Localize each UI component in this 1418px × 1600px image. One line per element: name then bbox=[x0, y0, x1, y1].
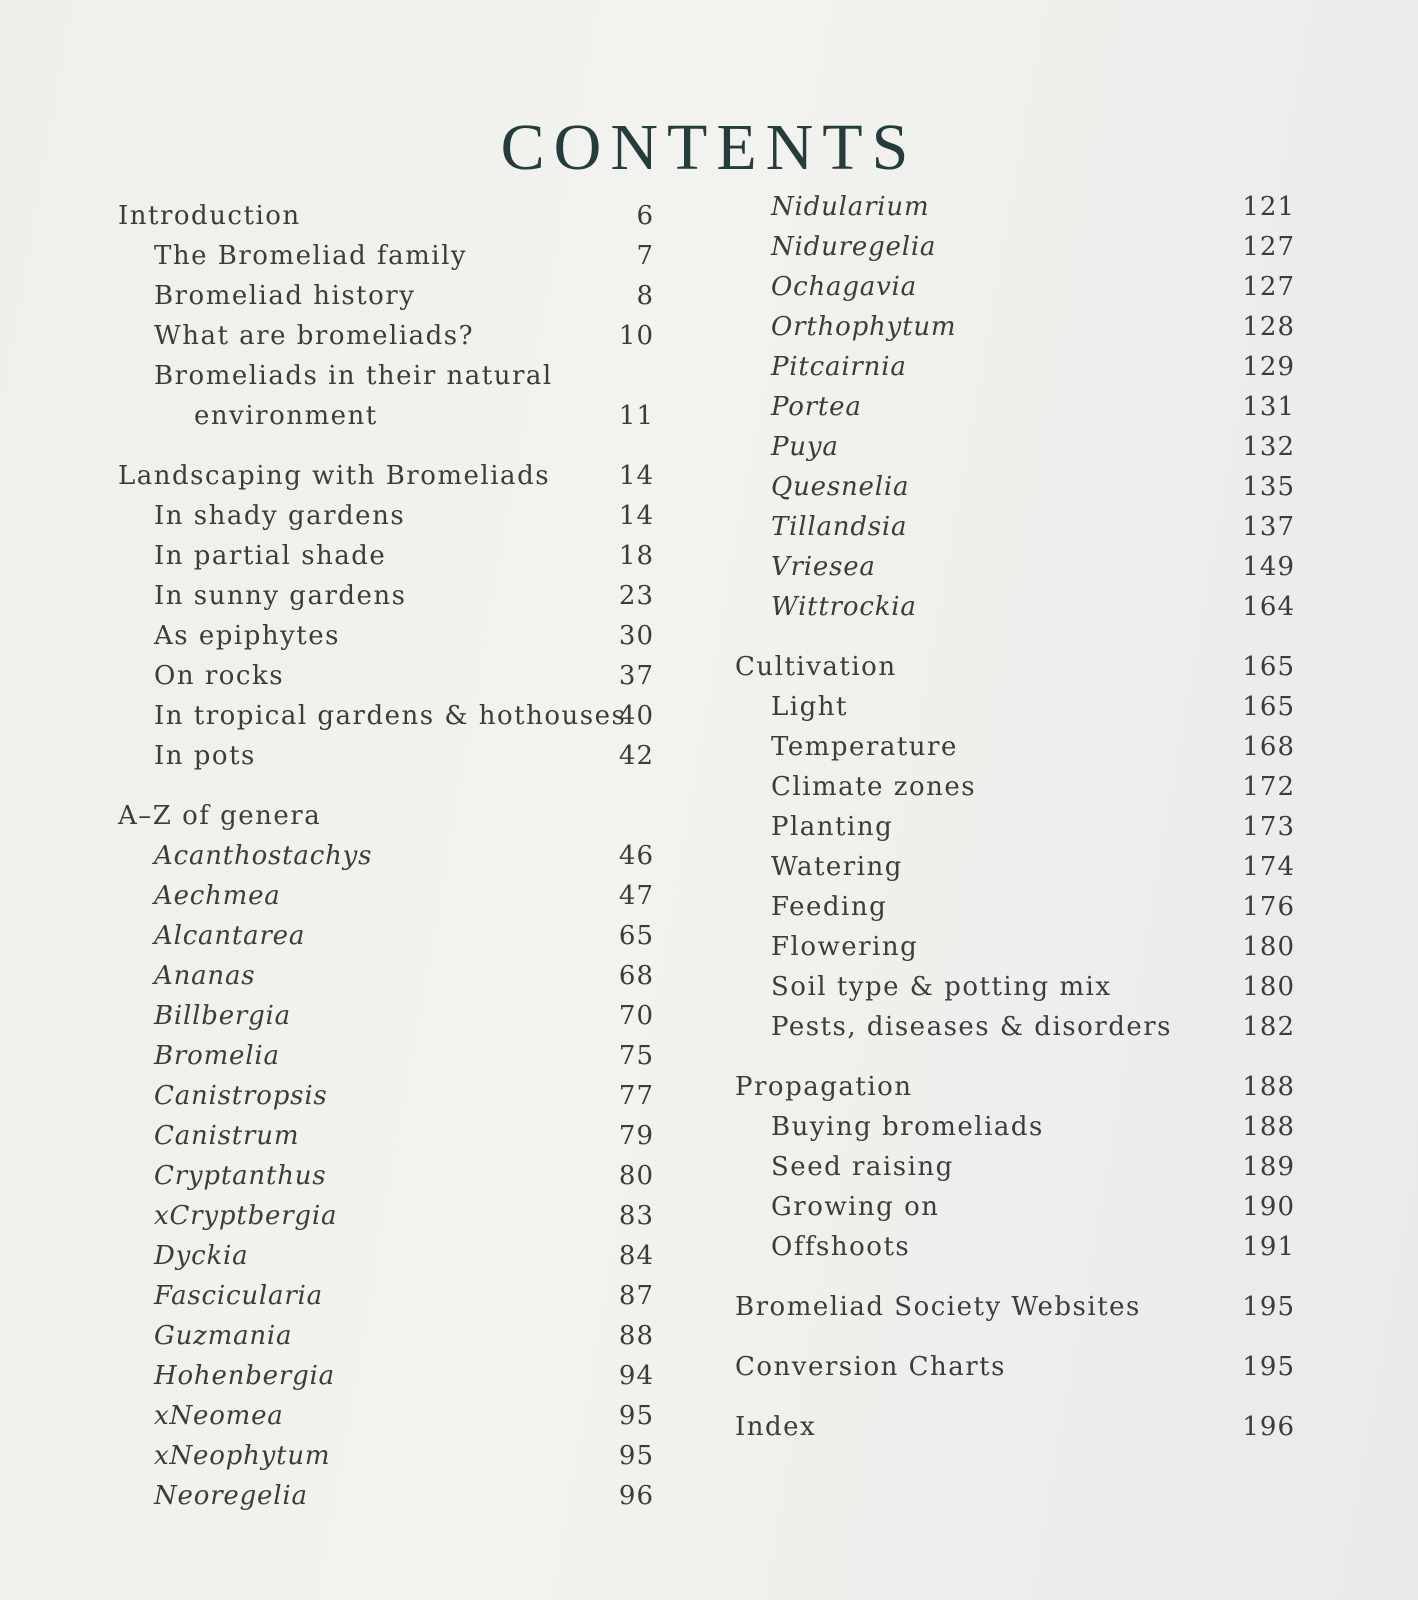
toc-entry[interactable] bbox=[735, 307, 1295, 347]
toc-entry[interactable] bbox=[118, 696, 654, 736]
toc-label: In tropical gardens & hothouses bbox=[154, 701, 627, 731]
toc-label: Pitcairnia bbox=[771, 352, 907, 382]
toc-page: 6 bbox=[636, 201, 654, 231]
toc-label: Cryptanthus bbox=[154, 1161, 327, 1191]
toc-entry[interactable] bbox=[118, 356, 654, 396]
toc-entry[interactable] bbox=[735, 387, 1295, 427]
toc-entry[interactable] bbox=[735, 727, 1295, 767]
toc-entry[interactable] bbox=[735, 1007, 1295, 1047]
toc-page: 42 bbox=[618, 741, 654, 771]
toc-label: Feeding bbox=[771, 892, 888, 922]
toc-page: 173 bbox=[1242, 812, 1295, 842]
toc-label: Neoregelia bbox=[154, 1481, 308, 1511]
toc-section[interactable] bbox=[735, 1067, 1295, 1107]
toc-entry[interactable] bbox=[735, 887, 1295, 927]
toc-page: 88 bbox=[618, 1321, 654, 1351]
toc-entry[interactable] bbox=[118, 536, 654, 576]
toc-page: 95 bbox=[618, 1401, 654, 1431]
toc-page: 84 bbox=[618, 1241, 654, 1271]
toc-page: 10 bbox=[618, 321, 654, 351]
toc-page: 195 bbox=[1242, 1292, 1295, 1322]
toc-label: Acanthostachys bbox=[154, 841, 373, 871]
toc-page: 14 bbox=[618, 501, 654, 531]
toc-entry[interactable] bbox=[118, 576, 654, 616]
toc-page: 165 bbox=[1242, 652, 1295, 682]
toc-label: On rocks bbox=[154, 661, 285, 691]
toc-section[interactable] bbox=[735, 1347, 1295, 1387]
toc-label: Wittrockia bbox=[771, 592, 917, 622]
toc-entry[interactable] bbox=[118, 1236, 654, 1276]
toc-page: 164 bbox=[1242, 592, 1295, 622]
toc-label: Ochagavia bbox=[771, 272, 917, 302]
toc-section[interactable] bbox=[735, 1287, 1295, 1327]
toc-page: 68 bbox=[618, 961, 654, 991]
toc-entry[interactable] bbox=[118, 196, 654, 236]
toc-page: 121 bbox=[1242, 192, 1295, 222]
toc-section[interactable] bbox=[118, 456, 654, 496]
toc-label: Quesnelia bbox=[771, 472, 910, 502]
toc-page: 176 bbox=[1242, 892, 1295, 922]
toc-label: Orthophytum bbox=[771, 312, 957, 342]
toc-entry[interactable] bbox=[735, 467, 1295, 507]
toc-label: In shady gardens bbox=[154, 501, 406, 531]
toc-label: Introduction bbox=[118, 201, 301, 231]
toc-page: 127 bbox=[1242, 232, 1295, 262]
toc-page: 11 bbox=[618, 401, 654, 431]
toc-page: 172 bbox=[1242, 772, 1295, 802]
toc-entry[interactable] bbox=[118, 1196, 654, 1236]
page-title: CONTENTS bbox=[500, 111, 918, 185]
toc-page: 127 bbox=[1242, 272, 1295, 302]
toc-page: 96 bbox=[618, 1481, 654, 1511]
toc-entry[interactable] bbox=[118, 996, 654, 1036]
toc-page: 23 bbox=[618, 581, 654, 611]
toc-entry[interactable] bbox=[735, 927, 1295, 967]
toc-entry[interactable] bbox=[118, 1356, 654, 1396]
toc-page: 191 bbox=[1242, 1232, 1295, 1262]
toc-page: 182 bbox=[1242, 1012, 1295, 1042]
toc-label: Landscaping with Bromeliads bbox=[118, 461, 551, 491]
toc-entry[interactable] bbox=[735, 807, 1295, 847]
toc-page: 7 bbox=[636, 241, 654, 271]
toc-label: Conversion Charts bbox=[735, 1352, 1006, 1382]
toc-page: 65 bbox=[618, 921, 654, 951]
toc-page: 174 bbox=[1242, 852, 1295, 882]
toc-label: Alcantarea bbox=[154, 921, 306, 951]
toc-label: In partial shade bbox=[154, 541, 387, 571]
toc-page: 83 bbox=[618, 1201, 654, 1231]
toc-label: Pests, diseases & disorders bbox=[771, 1012, 1172, 1042]
toc-section[interactable] bbox=[118, 796, 654, 836]
toc-page: 80 bbox=[618, 1161, 654, 1191]
toc-entry[interactable] bbox=[118, 956, 654, 996]
toc-page: 188 bbox=[1242, 1072, 1295, 1102]
toc-entry[interactable] bbox=[118, 736, 654, 776]
toc-label: Bromeliads in their natural bbox=[154, 361, 553, 391]
toc-entry[interactable] bbox=[118, 396, 654, 436]
toc-label: Dyckia bbox=[154, 1241, 249, 1271]
toc-label: Bromeliad history bbox=[154, 281, 416, 311]
toc-label: Fascicularia bbox=[154, 1281, 323, 1311]
toc-entry[interactable] bbox=[735, 1227, 1295, 1267]
toc-label: A–Z of genera bbox=[118, 801, 322, 831]
toc-label: Vriesea bbox=[771, 552, 876, 582]
toc-entry[interactable] bbox=[735, 187, 1295, 227]
toc-entry[interactable] bbox=[735, 687, 1295, 727]
toc-label: In pots bbox=[154, 741, 256, 771]
toc-page: 30 bbox=[618, 621, 654, 651]
toc-page: 195 bbox=[1242, 1352, 1295, 1382]
toc-entry[interactable] bbox=[118, 236, 654, 276]
toc-entry[interactable] bbox=[118, 616, 654, 656]
toc-entry[interactable] bbox=[118, 1396, 654, 1436]
toc-entry[interactable] bbox=[118, 1476, 654, 1516]
toc-label: Soil type & potting mix bbox=[771, 972, 1112, 1002]
toc-entry[interactable] bbox=[118, 276, 654, 316]
toc-label: Watering bbox=[771, 852, 903, 882]
toc-section[interactable] bbox=[735, 647, 1295, 687]
toc-label: xNeomea bbox=[154, 1401, 284, 1431]
toc-label: Canistropsis bbox=[154, 1081, 328, 1111]
toc-entry[interactable] bbox=[735, 547, 1295, 587]
toc-page: 87 bbox=[618, 1281, 654, 1311]
toc-label: Climate zones bbox=[771, 772, 977, 802]
toc-page: 94 bbox=[618, 1361, 654, 1391]
toc-entry[interactable] bbox=[735, 1187, 1295, 1227]
toc-entry[interactable] bbox=[735, 587, 1295, 627]
toc-page: 180 bbox=[1242, 932, 1295, 962]
toc-label: The Bromeliad family bbox=[154, 241, 468, 271]
toc-entry[interactable] bbox=[118, 496, 654, 536]
toc-label: Seed raising bbox=[771, 1152, 954, 1182]
toc-page: 168 bbox=[1242, 732, 1295, 762]
toc-label: environment bbox=[194, 401, 378, 431]
toc-entry[interactable] bbox=[735, 967, 1295, 1007]
toc-entry[interactable] bbox=[118, 1156, 654, 1196]
contents-left-column bbox=[118, 196, 654, 1516]
toc-label: Offshoots bbox=[771, 1232, 911, 1262]
toc-entry[interactable] bbox=[735, 347, 1295, 387]
toc-entry[interactable] bbox=[118, 1276, 654, 1316]
toc-page: 70 bbox=[618, 1001, 654, 1031]
toc-entry[interactable] bbox=[735, 507, 1295, 547]
toc-page: 77 bbox=[618, 1081, 654, 1111]
toc-entry[interactable] bbox=[118, 916, 654, 956]
toc-label: As epiphytes bbox=[154, 621, 340, 651]
toc-entry[interactable] bbox=[735, 1107, 1295, 1147]
toc-label: Nidularium bbox=[771, 192, 930, 222]
toc-label: xNeophytum bbox=[154, 1441, 331, 1471]
toc-entry[interactable] bbox=[735, 427, 1295, 467]
toc-page: 165 bbox=[1242, 692, 1295, 722]
toc-label: Cultivation bbox=[735, 652, 897, 682]
toc-label: Hohenbergia bbox=[154, 1361, 335, 1391]
toc-label: Ananas bbox=[154, 961, 256, 991]
toc-entry[interactable] bbox=[118, 1436, 654, 1476]
toc-entry[interactable] bbox=[118, 836, 654, 876]
toc-page: 131 bbox=[1242, 392, 1295, 422]
toc-label: Flowering bbox=[771, 932, 919, 962]
toc-page: 196 bbox=[1242, 1412, 1295, 1442]
toc-page: 8 bbox=[636, 281, 654, 311]
toc-entry[interactable] bbox=[735, 1147, 1295, 1187]
toc-label: Niduregelia bbox=[771, 232, 937, 262]
toc-label: Portea bbox=[771, 392, 862, 422]
toc-entry[interactable] bbox=[118, 1116, 654, 1156]
toc-entry[interactable] bbox=[735, 227, 1295, 267]
toc-page: 137 bbox=[1242, 512, 1295, 542]
toc-page: 128 bbox=[1242, 312, 1295, 342]
toc-entry[interactable] bbox=[118, 1076, 654, 1116]
toc-label: Tillandsia bbox=[771, 512, 908, 542]
toc-page: 189 bbox=[1242, 1152, 1295, 1182]
toc-label: Index bbox=[735, 1412, 817, 1442]
toc-label: Billbergia bbox=[154, 1001, 291, 1031]
toc-page: 47 bbox=[618, 881, 654, 911]
toc-page: 132 bbox=[1242, 432, 1295, 462]
toc-entry[interactable] bbox=[118, 1316, 654, 1356]
toc-page: 135 bbox=[1242, 472, 1295, 502]
toc-page: 149 bbox=[1242, 552, 1295, 582]
toc-entry[interactable] bbox=[735, 267, 1295, 307]
toc-page: 37 bbox=[618, 661, 654, 691]
toc-label: Temperature bbox=[771, 732, 958, 762]
toc-section[interactable] bbox=[735, 1407, 1295, 1447]
toc-label: Planting bbox=[771, 812, 894, 842]
toc-entry[interactable] bbox=[118, 656, 654, 696]
toc-label: Propagation bbox=[735, 1072, 913, 1102]
toc-label: Canistrum bbox=[154, 1121, 300, 1151]
toc-label: xCryptbergia bbox=[154, 1201, 338, 1231]
toc-entry[interactable] bbox=[118, 316, 654, 356]
toc-entry[interactable] bbox=[118, 1036, 654, 1076]
toc-page: 40 bbox=[618, 701, 654, 731]
toc-label: In sunny gardens bbox=[154, 581, 407, 611]
toc-page: 46 bbox=[618, 841, 654, 871]
toc-page: 129 bbox=[1242, 352, 1295, 382]
toc-entry[interactable] bbox=[118, 876, 654, 916]
toc-page: 14 bbox=[618, 461, 654, 491]
toc-page: 188 bbox=[1242, 1112, 1295, 1142]
toc-label: Bromelia bbox=[154, 1041, 280, 1071]
toc-page: 95 bbox=[618, 1441, 654, 1471]
toc-label: Puya bbox=[771, 432, 839, 462]
toc-entry[interactable] bbox=[735, 847, 1295, 887]
toc-label: Growing on bbox=[771, 1192, 940, 1222]
toc-label: What are bromeliads? bbox=[154, 321, 475, 351]
toc-page: 180 bbox=[1242, 972, 1295, 1002]
toc-label: Aechmea bbox=[154, 881, 281, 911]
toc-label: Guzmania bbox=[154, 1321, 293, 1351]
toc-label: Buying bromeliads bbox=[771, 1112, 1044, 1142]
toc-label: Light bbox=[771, 692, 848, 722]
toc-page: 18 bbox=[618, 541, 654, 571]
toc-entry[interactable] bbox=[735, 767, 1295, 807]
toc-page: 75 bbox=[618, 1041, 654, 1071]
toc-page: 190 bbox=[1242, 1192, 1295, 1222]
toc-label: Bromeliad Society Websites bbox=[735, 1292, 1141, 1322]
contents-right-column bbox=[735, 187, 1295, 1447]
toc-page: 79 bbox=[618, 1121, 654, 1151]
